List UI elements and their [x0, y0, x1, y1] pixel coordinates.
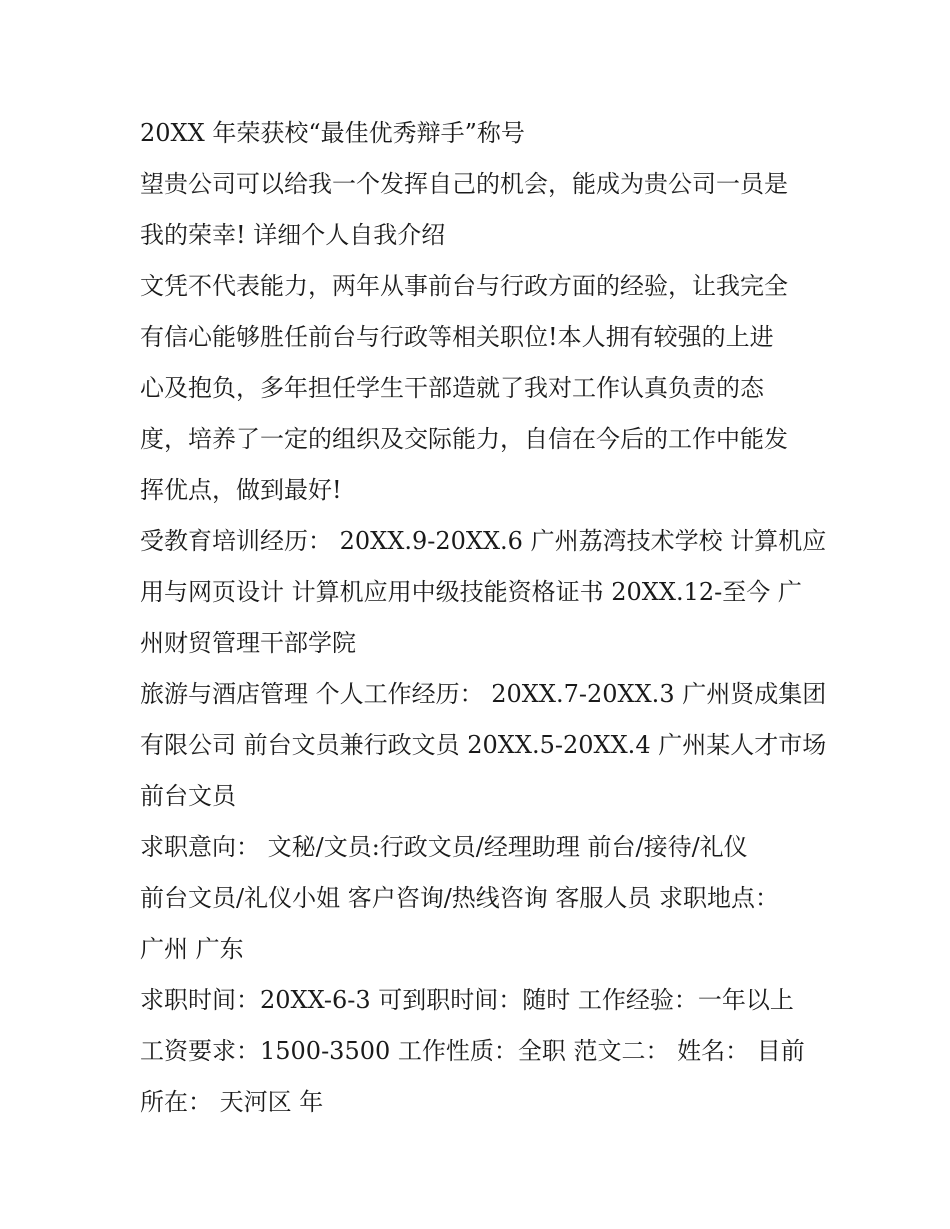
text-line: 心及抱负，多年担任学生干部造就了我对工作认真负责的态	[140, 374, 764, 402]
text-line: 文凭不代表能力，两年从事前台与行政方面的经验，让我完全	[140, 272, 788, 300]
text-line: 前台文员	[140, 782, 236, 810]
text-line: 求职意向： 文秘/文员:行政文员/经理助理 前台/接待/礼仪	[140, 833, 748, 861]
text-line: 有信心能够胜任前台与行政等相关职位!本人拥有较强的上进	[140, 323, 774, 351]
document-body	[140, 108, 827, 1128]
text-line: 挥优点，做到最好!	[140, 476, 342, 504]
text-line: 求职时间：20XX-6-3 可到职时间：随时 工作经验：一年以上	[140, 986, 794, 1014]
text-line: 受教育培训经历： 20XX.9-20XX.6 广州荔湾技术学校 计算机应	[140, 527, 827, 555]
text-line: 州财贸管理干部学院	[140, 629, 356, 657]
text-line: 望贵公司可以给我一个发挥自己的机会，能成为贵公司一员是	[140, 170, 788, 198]
text-line: 20XX 年荣获校“最佳优秀辩手”称号	[140, 119, 525, 147]
text-line: 广州 广东	[140, 935, 244, 963]
text-line: 工资要求：1500-3500 工作性质：全职 范文二： 姓名： 目前	[140, 1037, 805, 1065]
text-line: 度，培养了一定的组织及交际能力，自信在今后的工作中能发	[140, 425, 788, 453]
text-line: 所在： 天河区 年	[140, 1088, 324, 1116]
text-line: 用与网页设计 计算机应用中级技能资格证书 20XX.12-至今 广	[140, 578, 802, 606]
text-line: 我的荣幸! 详细个人自我介绍	[140, 221, 446, 249]
text-line: 有限公司 前台文员兼行政文员 20XX.5-20XX.4 广州某人才市场	[140, 731, 827, 759]
text-line: 前台文员/礼仪小姐 客户咨询/热线咨询 客服人员 求职地点：	[140, 884, 780, 912]
text-line: 旅游与酒店管理 个人工作经历： 20XX.7-20XX.3 广州贤成集团	[140, 680, 827, 708]
